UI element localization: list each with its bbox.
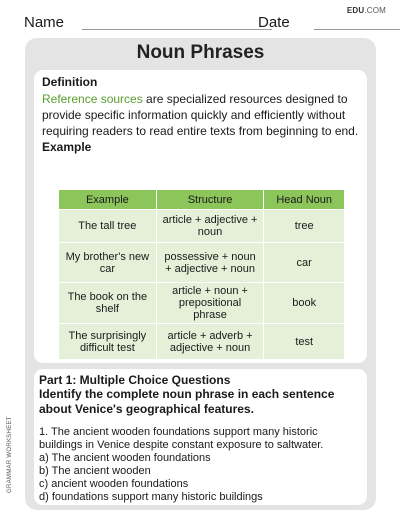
name-label: Name: [24, 14, 65, 31]
column-header-example: Example: [59, 190, 157, 210]
questions-card: [34, 369, 367, 505]
table-row: [59, 324, 345, 360]
cell-head-noun: test: [264, 324, 345, 360]
date-label: Date: [258, 14, 290, 31]
cell-structure: article + adverb + adjective + noun: [156, 324, 264, 360]
cell-head-noun: book: [264, 283, 345, 324]
cell-example: The tall tree: [59, 210, 157, 243]
header-row: [24, 14, 384, 34]
table-header-row: [59, 190, 345, 210]
part-instructions: Identify the complete noun phrase in each sentence about Venice's geographical features.: [39, 387, 335, 416]
cell-example: My brother's new car: [59, 243, 157, 283]
answer-option-b[interactable]: b) The ancient wooden: [39, 465, 151, 477]
side-label: GRAMMAR WORKSHEET: [7, 416, 13, 493]
answer-option-c[interactable]: c) ancient wooden foundations: [39, 478, 189, 490]
cell-head-noun: tree: [264, 210, 345, 243]
cell-example: The surprisingly difficult test: [59, 324, 157, 360]
column-header-head-noun: Head Noun: [264, 190, 345, 210]
part-title: Part 1: Multiple Choice Questions: [39, 373, 231, 387]
question-stem: 1. The ancient wooden foundations support many historic buildings in Venice despite constant exposure to saltwater.: [39, 426, 324, 451]
table-row: [59, 243, 345, 283]
brand-suffix: .COM: [364, 6, 386, 15]
table-row: [59, 283, 345, 324]
brand-logo: [347, 6, 386, 15]
definition-term: Reference sources: [42, 92, 143, 106]
cell-example: The book on the shelf: [59, 283, 157, 324]
example-heading: Example: [42, 140, 92, 154]
answer-option-a[interactable]: a) The ancient wooden foundations: [39, 452, 211, 464]
brand-main: EDU: [346, 6, 365, 15]
cell-structure: article + adjective + noun: [156, 210, 264, 243]
column-header-structure: Structure: [156, 190, 264, 210]
cell-structure: article + noun + prepositional phrase: [156, 283, 264, 324]
table-row: [59, 210, 345, 243]
definition-card: [34, 70, 367, 363]
cell-structure: possessive + noun + adjective + noun: [156, 243, 264, 283]
example-table: [58, 189, 345, 360]
definition-heading: Definition: [42, 75, 98, 89]
name-input-line[interactable]: [82, 29, 272, 30]
answer-option-d[interactable]: d) foundations support many historic buildings: [39, 491, 263, 503]
worksheet-panel: [25, 38, 376, 510]
definition-body: are specialized resources designed to provide specific information quickly and efficiently without requiring readers to read entire texts from beginning to end.: [42, 92, 359, 138]
definition-text: [42, 91, 359, 139]
page-title: Noun Phrases: [136, 42, 265, 63]
cell-head-noun: car: [264, 243, 345, 283]
date-input-line[interactable]: [314, 29, 400, 30]
